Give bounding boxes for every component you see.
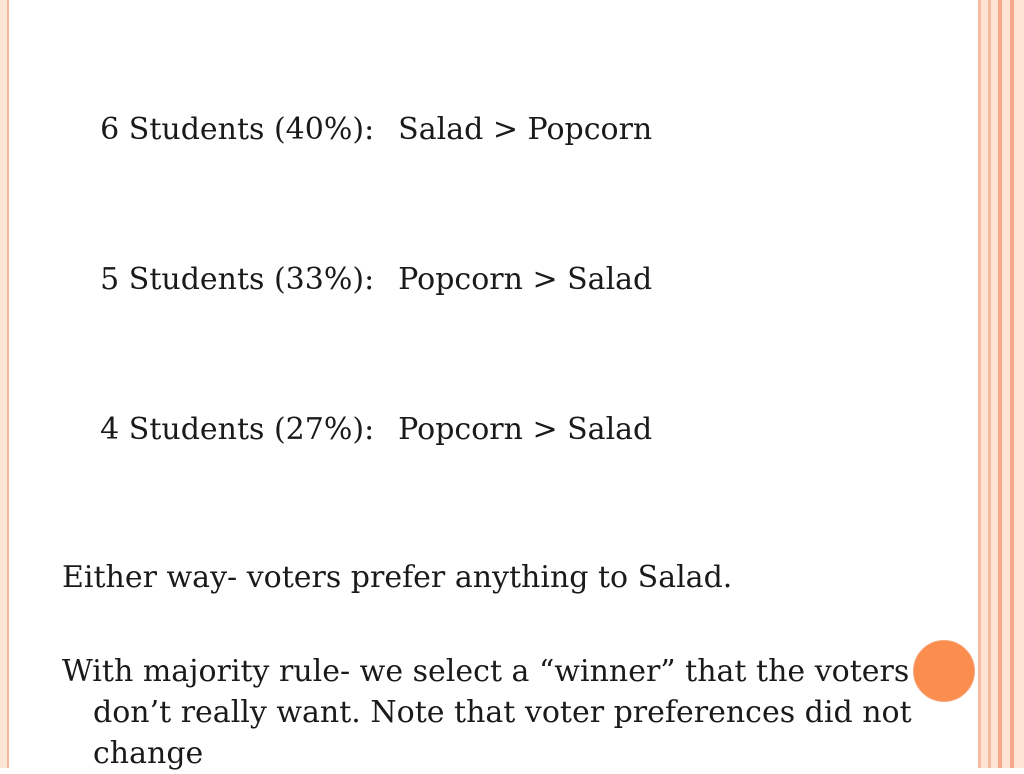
- student-count-label: 4 Students (27%):: [100, 412, 375, 447]
- stripe: [1014, 0, 1024, 768]
- preference-row: [62, 355, 922, 505]
- statement-text: Either way- voters prefer anything to Salad.: [62, 560, 733, 595]
- stripe: [991, 0, 998, 768]
- student-count-label: 5 Students (33%):: [100, 262, 375, 297]
- preference-row: [62, 205, 922, 355]
- preference-order: Popcorn > Salad: [398, 412, 653, 447]
- stripe: [981, 0, 988, 768]
- student-count-label: 6 Students (40%):: [100, 112, 375, 147]
- spacer: [62, 603, 922, 651]
- preference-order: Salad > Popcorn: [398, 112, 653, 147]
- preference-order: Popcorn > Salad: [398, 262, 653, 297]
- stripe: [1002, 0, 1010, 768]
- decorative-circle-icon: [913, 640, 975, 702]
- spacer: [62, 505, 922, 553]
- slide-content: [62, 55, 922, 774]
- left-border-strip: [0, 0, 9, 768]
- preference-row: [62, 55, 922, 205]
- right-decorative-stripes: [978, 0, 1024, 768]
- conclusion-text: With majority rule- we select a “winner” that the voters don’t really want. Note that voter preferences did not change: [62, 654, 912, 771]
